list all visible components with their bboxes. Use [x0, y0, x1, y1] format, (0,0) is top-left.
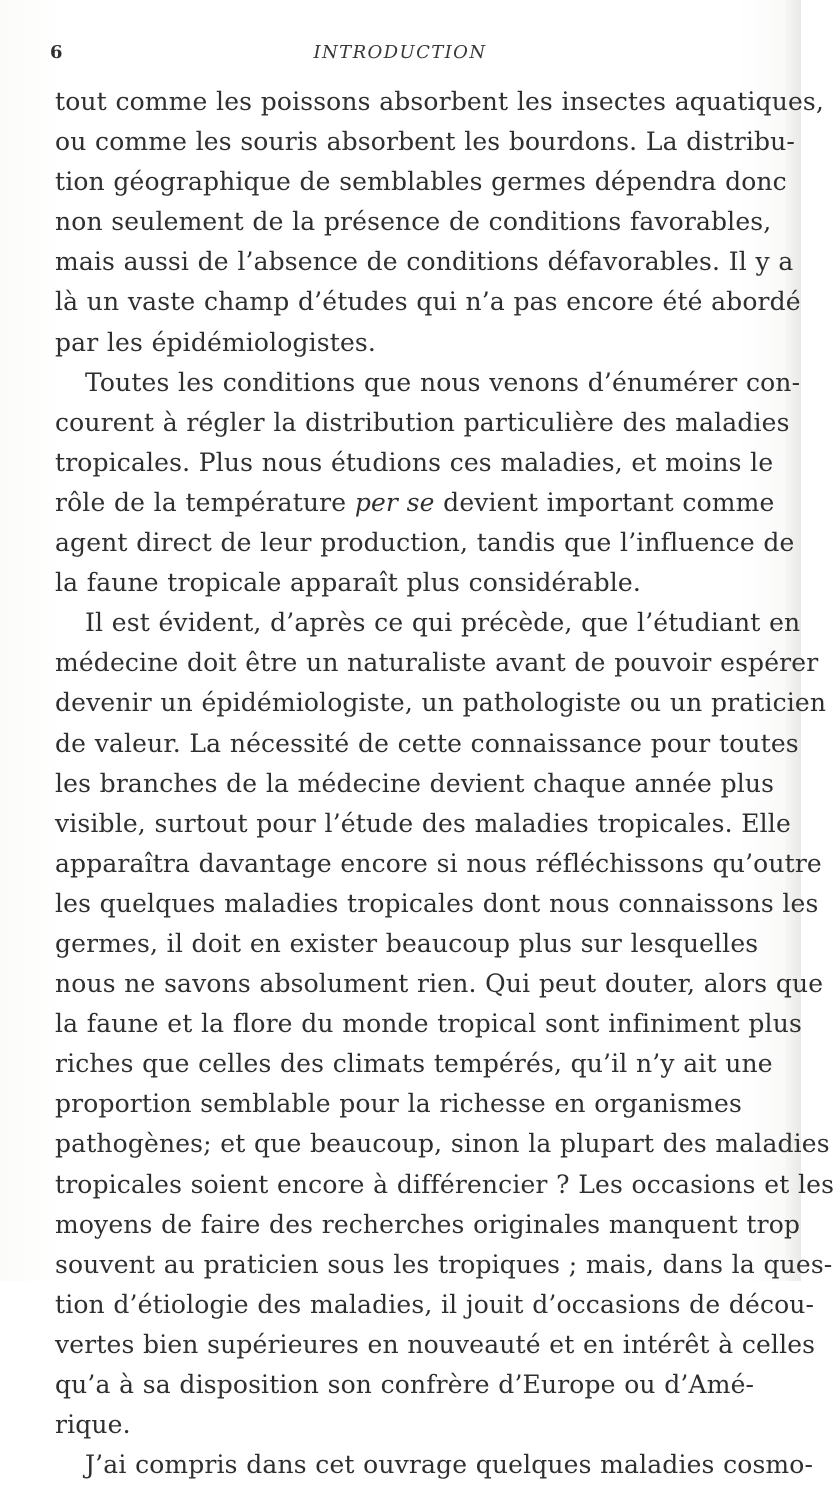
text-line-6: [55, 282, 801, 322]
text-line-11: [55, 483, 775, 523]
line-text: riches que celles des climats tempérés, qu’il n’y ait une: [55, 1049, 773, 1079]
line-text: de valeur. La nécessité de cette connaissance pour toutes: [55, 728, 799, 758]
line-text: par les épidémiologistes.: [55, 327, 376, 357]
line-text: là un vaste champ d’études qui n’a pas encore été abordé: [55, 287, 801, 317]
text-line-3: [55, 162, 787, 202]
text-line-17: [55, 724, 799, 764]
line-text: non seulement de la présence de conditions favorables,: [55, 207, 772, 237]
page-edge-shadow: [785, 0, 801, 1281]
text-line-30: [55, 1245, 833, 1285]
line-text: moyens de faire des recherches originales manquent trop: [55, 1209, 801, 1239]
line-text: souvent au praticien sous les tropiques ; mais, dans la ques-: [55, 1249, 833, 1279]
text-line-23: [55, 964, 824, 1004]
text-line-21: [55, 884, 819, 924]
line-text: proportion semblable pour la richesse en organismes: [55, 1089, 742, 1119]
text-line-13: [55, 563, 737, 603]
text-line-7: [55, 323, 737, 363]
line-text: Il est évident, d’après ce qui précède, que l’étudiant en: [85, 608, 801, 638]
text-line-19: [55, 804, 791, 844]
line-text-after-italic: devient important comme: [434, 487, 775, 517]
text-line-32: [55, 1325, 816, 1365]
line-text: agent direct de leur production, tandis que l’influence de: [55, 528, 795, 558]
line-text-before-italic: rôle de la température: [55, 487, 355, 517]
text-line-31: [55, 1285, 815, 1325]
page-header: [50, 42, 750, 70]
line-text: médecine doit être un naturaliste avant de pouvoir espérer: [55, 648, 819, 678]
line-text: la faune et la flore du monde tropical sont infiniment plus: [55, 1009, 802, 1039]
text-line-28: [55, 1165, 834, 1205]
line-text: germes, il doit en exister beaucoup plus sur lesquelles: [55, 928, 759, 958]
text-line-1: [55, 82, 824, 122]
text-line-33: [55, 1365, 755, 1405]
text-line-4: [55, 202, 772, 242]
text-line-18: [55, 764, 775, 804]
line-text: vertes bien supérieures en nouveauté et en intérêt à celles: [55, 1329, 816, 1359]
line-text: Toutes les conditions que nous venons d’énumérer con-: [85, 367, 801, 397]
text-line-9: [55, 403, 790, 443]
paragraph-start: [55, 603, 801, 643]
line-text: tion d’étiologie des maladies, il jouit d’occasions de décou-: [55, 1289, 815, 1319]
line-text: courent à régler la distribution particulière des maladies: [55, 407, 790, 437]
line-text: visible, surtout pour l’étude des maladies tropicales. Elle: [55, 808, 791, 838]
line-text: la faune tropicale apparaît plus considérable.: [55, 568, 641, 598]
line-text: tion géographique de semblables germes dépendra donc: [55, 167, 787, 197]
text-line-15: [55, 643, 819, 683]
text-line-27: [55, 1124, 830, 1164]
text-line-22: [55, 924, 759, 964]
page-number: 6: [50, 42, 63, 63]
line-text: pathogènes; et que beaucoup, sinon la plupart des maladies: [55, 1129, 830, 1159]
italic-phrase: per se: [354, 487, 435, 517]
body-text: [55, 82, 834, 1485]
text-line-24: [55, 1004, 802, 1044]
line-text: ou comme les souris absorbent les bourdons. La distribu-: [55, 127, 795, 157]
line-text: apparaîtra davantage encore si nous réfléchissons qu’outre: [55, 848, 822, 878]
text-line-16: [55, 683, 827, 723]
text-line-20: [55, 844, 822, 884]
line-text: qu’a à sa disposition son confrère d’Europe ou d’Amé-: [55, 1370, 755, 1399]
line-text: les branches de la médecine devient chaque année plus: [55, 768, 775, 798]
line-text: mais aussi de l’absence de conditions défavorables. Il y a: [55, 247, 794, 277]
text-line-5: [55, 242, 794, 282]
text-line-29: [55, 1205, 801, 1245]
line-text: tropicales. Plus nous étudions ces maladies, et moins le: [55, 447, 774, 477]
line-text: tropicales soient encore à différencier ? Les occasions et les: [55, 1169, 834, 1199]
paragraph-start: [55, 1445, 814, 1485]
line-text: les quelques maladies tropicales dont nous connaissons les: [55, 888, 819, 918]
line-text: tout comme les poissons absorbent les insectes aquatiques,: [55, 87, 824, 116]
line-text: nous ne savons absolument rien. Qui peut douter, alors que: [55, 969, 824, 999]
text-line-26: [55, 1084, 742, 1124]
text-line-10: [55, 443, 774, 483]
text-line-2: [55, 122, 795, 162]
text-line-34: [55, 1405, 737, 1445]
paragraph-start: [55, 363, 801, 403]
line-text: rique.: [55, 1410, 131, 1440]
running-title: INTRODUCTION: [313, 42, 487, 63]
text-line-12: [55, 523, 795, 563]
text-line-25: [55, 1044, 773, 1084]
line-text: J’ai compris dans cet ouvrage quelques maladies cosmo-: [85, 1450, 814, 1480]
line-text: devenir un épidémiologiste, un pathologiste ou un praticien: [55, 688, 827, 718]
